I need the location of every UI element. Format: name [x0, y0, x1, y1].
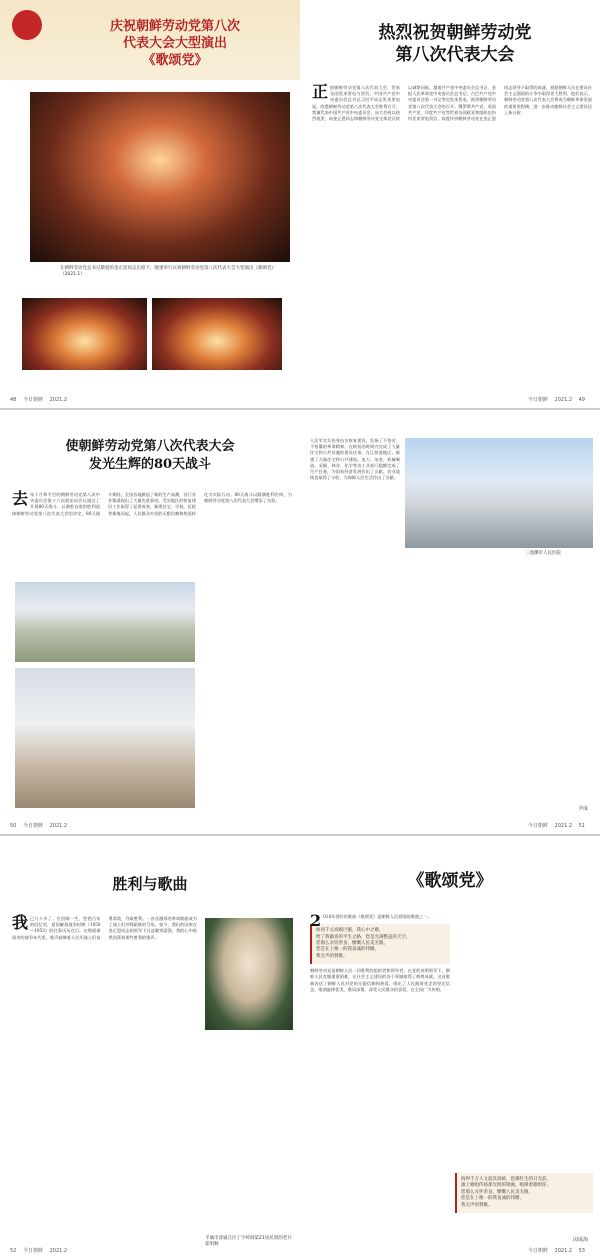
magazine-name: 今日朝鲜	[22, 1248, 43, 1254]
page-number: 49	[578, 397, 585, 403]
magazine-name: 今日朝鲜	[527, 397, 548, 403]
article-text-col2	[455, 914, 593, 1169]
issue-date: 2021.2	[554, 1248, 573, 1254]
magazine-name: 今日朝鲜	[22, 397, 43, 403]
page-footer	[528, 822, 590, 829]
new-village-photo-2	[15, 668, 195, 808]
hospital-photo	[405, 438, 593, 548]
article-text: 已九十多了。在回顾一生、悠悠百年的回忆里，祖国解放战争时期（1950—1953）的往事历历在目。在那艰难困苦的战争年代里，歌声鼓舞着人民军战士们奋勇杀敌，夺取胜利。一首首激昂的革命歌曲成为了战士们冲锋陷阵的号角。如今，我们的国家在金正恩同志的领导下日益繁荣富强，我的心中依然回荡着那些胜利的歌声。	[12, 916, 197, 940]
issue-date: 2021.2	[49, 1248, 68, 1254]
title-line-3: 《歌颂党》	[142, 53, 208, 68]
lyric-line: 您那么亲切善良，慷慨人民美无限，	[316, 941, 388, 947]
magazine-name: 今日朝鲜	[527, 1248, 548, 1254]
page-footer	[528, 396, 590, 403]
lyric-line: 我无声的赞歌。	[461, 1202, 493, 1208]
lyrics-quote-2	[455, 1173, 593, 1213]
new-village-photo-1	[15, 582, 195, 662]
article-title: 胜利与歌曲	[112, 875, 188, 893]
veteran-portrait-photo	[205, 918, 293, 1030]
dropcap: 正	[312, 82, 329, 101]
article-text: 朝鲜劳动党是朝鲜人民一切胜利的组织者和领导者。在党的英明领导下，朝鲜人民克服重重困难，在社会主义建设的各个领域取得了辉煌成就。这首歌曲表达了朝鲜人民对党的无限信赖和热爱，唱出了人民跟着党走的坚定信念。歌曲旋律优美，歌词深情，深受人民群众的喜爱，在全国广为传唱。	[310, 968, 450, 992]
lyric-line: 海停千万人文波其高峡，您那红生的日光前，	[461, 1177, 551, 1182]
article-body	[310, 438, 400, 618]
intro-text-body: 018年创作的歌曲《歌颂党》是朝鲜人民爱唱的歌曲之一。	[323, 914, 432, 919]
photo-caption: 三池渊市人民医院	[525, 551, 561, 556]
spread-2	[0, 410, 600, 836]
article-body	[12, 489, 292, 572]
article-body-side	[200, 582, 290, 807]
dropcap: 我	[12, 913, 29, 932]
stage-photo-right	[152, 298, 282, 370]
title-line-1: 热烈祝贺朝鲜劳动党	[378, 23, 532, 43]
magazine-name: 今日朝鲜	[527, 823, 548, 829]
page-48	[0, 0, 300, 408]
title-line-2: 发光生辉的80天战斗	[88, 457, 212, 472]
lyric-line: 我无声的赞歌。	[316, 953, 348, 959]
article-title: 《歌颂党》	[407, 871, 493, 891]
page-49	[300, 0, 600, 408]
page-footer	[10, 822, 72, 829]
article-col-1	[310, 911, 450, 993]
page-footer	[10, 396, 72, 403]
article-text: 人民军官兵投身抗灾恢复建设，发扬了不怕苦、不怕累的革命精神，在极短的时间内完成了大量住宅和公共设施的建设任务。在江原道地区，新建了大量住宅和公共建筑。电力、冶金、机械制造、采掘、林业、化学等各工业部门超额完成了生产任务，为国家经济发展作出了贡献。农业战线也取得了丰收，为保障人民生活作出了贡献。	[310, 438, 400, 481]
title-line-2: 第八次代表大会	[395, 45, 515, 65]
author-signature: 闵成海	[572, 1237, 588, 1243]
page-52	[0, 836, 300, 1259]
title-line-1: 庆祝朝鲜劳动党第八次	[109, 19, 240, 34]
page-50	[0, 410, 300, 834]
article-title	[320, 22, 590, 66]
issue-date: 2021.2	[49, 397, 68, 403]
page-footer	[10, 1247, 72, 1254]
stage-photo-left	[22, 298, 147, 370]
page-number: 48	[10, 397, 17, 403]
page-number: 52	[10, 1248, 17, 1254]
page-number: 50	[10, 823, 17, 829]
magazine-name: 今日朝鲜	[22, 823, 43, 829]
lyric-line: 您是在上唯一的我衷诚的伟慷，	[316, 947, 379, 953]
article-title	[55, 18, 295, 69]
author-signature: 尹成	[577, 806, 588, 812]
page-51	[300, 410, 600, 834]
concert-hall-photo	[30, 92, 290, 262]
lyric-line: 如同千丈高峡巨壑，我心中之歌，	[316, 928, 384, 934]
title-line-1: 使朝鲜劳动党第八次代表大会	[65, 439, 235, 454]
title-line-2: 代表大会大型演出	[122, 36, 227, 51]
page-53	[300, 836, 600, 1259]
lyric-line: 给了我做喜的平生之路，您是光满整盖的天空，	[316, 934, 411, 940]
issue-date: 2021.2	[49, 823, 68, 829]
spread-1	[0, 0, 600, 410]
article-text: 值朝鲜劳动党第八次代表大会，世界各国发来贺电与贺信。中国共产党中央委员会总书记习近平同志发来贺电说，欣悉朝鲜劳动党第八次代表大会胜利召开，我谨代表中国共产党中央委员会，向大会致以热烈祝贺，向金正恩同志和朝鲜劳动党全体党员致以诚挚问候。越南共产党中央委员会总书记、老挝人民革命党中央委员会总书记、古巴共产党中央委员会第一书记等也发来贺电，祝贺朝鲜劳动党第八次代表大会的召开。俄罗斯共产党、英国共产党、印度共产党等世界各国政党和组织也纷纷发来贺电贺信，高度评价朝鲜劳动党在金正恩同志领导下取得的成就，祝愿朝鲜人民在建设社会主义强国的斗争中取得更大胜利。他们表示，朝鲜劳动党第八次代表大会将成为朝鲜革命发展的重要里程碑，进一步推动朝鲜社会主义建设迈上新台阶。	[312, 85, 592, 122]
article-body	[12, 913, 197, 1236]
intro-text	[310, 911, 450, 930]
dropcap: 去	[12, 489, 29, 508]
page-number: 51	[578, 823, 585, 829]
lyric-line: 您是在上唯一的我衷诚的伟慷，	[461, 1196, 524, 1202]
dropcap: 2	[310, 911, 322, 930]
issue-date: 2021.2	[554, 397, 573, 403]
party-emblem-icon	[12, 10, 42, 40]
article-title	[10, 438, 290, 474]
spread-3	[0, 836, 600, 1259]
lyrics-quote	[310, 924, 450, 964]
page-footer	[528, 1247, 590, 1254]
page-number: 53	[578, 1248, 585, 1254]
photo-caption: 在朝鲜劳动党总书记敬爱的金正恩同志出席下，隆重举行庆祝朝鲜劳动党第八次代表大会大型演出《歌颂党》（2021.1）	[60, 266, 276, 277]
portrait-caption: 平壤市普通江区丁字岭洞第21居民班的老兵崔明顺	[205, 1236, 292, 1247]
article-col-2	[455, 914, 593, 1234]
article-body-lower	[310, 630, 595, 810]
lyric-line: 您那么关怀善良，慷慨人民美无限，	[461, 1189, 533, 1195]
issue-date: 2021.2	[554, 823, 573, 829]
article-text: 年十月和平打的朝鲜劳动党第八次中央委员会第十六次政治局会议通过了开展80天战斗、以满腔自豪的胜利迎接朝鲜劳动党第八次代表大会的决定。80天战斗期间，全国各地掀起了新的生产高潮，各行各业都涌现出了大量先进事迹。受灾地区的恢复建设工作取得了显著成效，新建住宅、学校、医院等拔地而起，人民群众对党的无限信赖和热爱转化为实际行动。80天战斗以圆满胜利告终，为朝鲜劳动党第八次代表大会增添了光彩。	[12, 492, 292, 516]
article-body	[312, 82, 592, 385]
lyric-line: 旗上歌唱传扬那光明的锦旗，咆哮着歌唱你，	[461, 1183, 551, 1189]
